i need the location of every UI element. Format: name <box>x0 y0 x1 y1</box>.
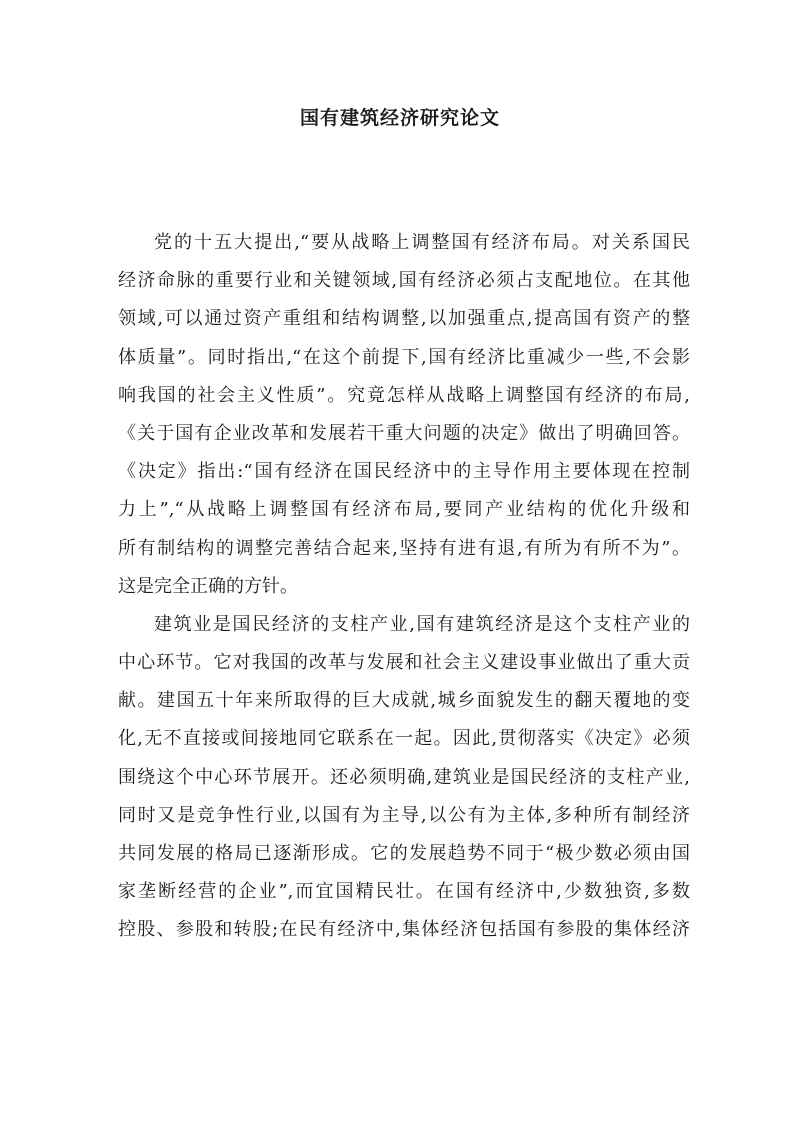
paragraph-2-line-1: 建筑业是国民经济的支柱产业,国有建筑经济是这个支柱产业的 <box>154 613 690 635</box>
paragraph-1-line-2: 经济命脉的重要行业和关键领域,国有经济必须占支配地位。在其他 <box>118 270 690 292</box>
paragraph-2-line-7: 共同发展的格局已逐渐形成。它的发展趋势不同于“极少数必须由国 <box>118 843 690 864</box>
document-body <box>118 224 690 950</box>
paragraph-1-line-3: 领域,可以通过资产重组和结构调整,以加强重点,提高国有资产的整 <box>118 308 690 330</box>
paragraph-2-line-3: 献。建国五十年来所取得的巨大成就,城乡面貌发生的翻天覆地的变 <box>118 690 690 712</box>
document-title: 国有建筑经济研究论文 <box>299 107 500 129</box>
paragraph-1-line-5: 响我国的社会主义性质”。究竟怎样从战略上调整国有经济的布局, <box>118 384 690 406</box>
paragraph-2-line-5: 围绕这个中心环节展开。还必须明确,建筑业是国民经济的支柱产业, <box>118 766 690 788</box>
paragraph-1-line-4: 体质量”。同时指出,“在这个前提下,国有经济比重减少一些,不会影 <box>118 346 690 368</box>
paragraph-1-line-6: 《关于国有企业改革和发展若干重大问题的决定》做出了明确回答。 <box>118 422 690 444</box>
paragraph-2-line-2: 中心环节。它对我国的改革与发展和社会主义建设事业做出了重大贡 <box>118 652 690 674</box>
paragraph-1-line-10: 这是完全正确的方针。 <box>118 575 298 597</box>
paragraph-1-line-7: 《决定》指出:“国有经济在国民经济中的主导作用主要体现在控制 <box>118 461 690 483</box>
paragraph-1-line-1: 党的十五大提出,“要从战略上调整国有经济布局。对关系国民 <box>154 232 690 253</box>
paragraph-1-line-8: 力上”,“从战略上调整国有经济布局,要同产业结构的优化升级和 <box>118 499 690 521</box>
paragraph-2-line-9: 控股、参股和转股;在民有经济中,集体经济包括国有参股的集体经济 <box>118 919 690 941</box>
paragraph-1-line-9: 所有制结构的调整完善结合起来,坚持有进有退,有所为有所不为”。 <box>118 537 690 559</box>
paragraph-2-line-4: 化,无不直接或间接地同它联系在一起。因此,贯彻落实《决定》必须 <box>118 728 690 750</box>
paragraph-2-line-8: 家垄断经营的企业”,而宜国精民壮。在国有经济中,少数独资,多数 <box>118 881 690 903</box>
paragraph-2-line-6: 同时又是竞争性行业,以国有为主导,以公有为主体,多种所有制经济 <box>118 804 690 826</box>
